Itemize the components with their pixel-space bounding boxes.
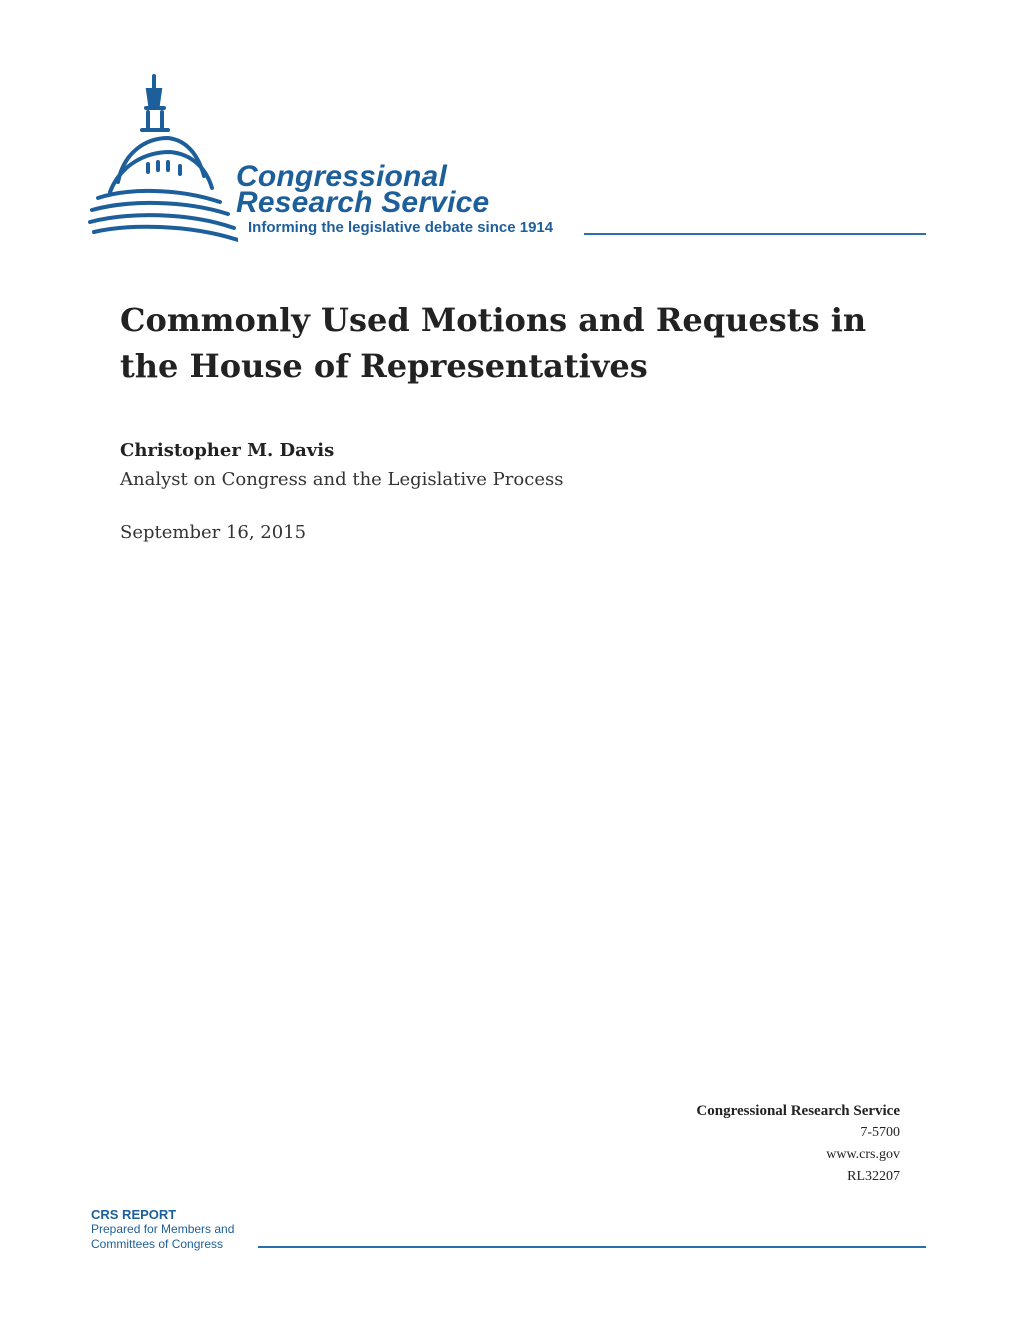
brand-tagline: Informing the legislative debate since 1914 [248,219,554,236]
crs-name: Congressional Research Service [696,1103,900,1119]
crs-phone: 7-5700 [860,1125,900,1140]
report-date: September 16, 2015 [120,522,307,543]
tagline-divider [584,233,926,235]
footer-line2: Committees of Congress [91,1237,224,1251]
crs-website-link[interactable]: www.crs.gov [826,1147,900,1162]
brand-name-line1: Congressional [236,160,447,193]
footer-line1: Prepared for Members and [91,1222,235,1236]
report-title: Commonly Used Motions and Requests in the House of Representatives [120,301,867,385]
capitol-dome-logo [88,72,238,242]
crs-contact-block [500,1100,900,1188]
author-role: Analyst on Congress and the Legislative Process [120,469,564,490]
author-name: Christopher M. Davis [120,440,335,461]
brand-name-line2: Research Service [236,186,490,219]
footer-divider [258,1246,926,1248]
footer-title: CRS REPORT [91,1207,177,1222]
crs-report-number: RL32207 [847,1169,900,1184]
footer-subtitle [91,1222,234,1252]
